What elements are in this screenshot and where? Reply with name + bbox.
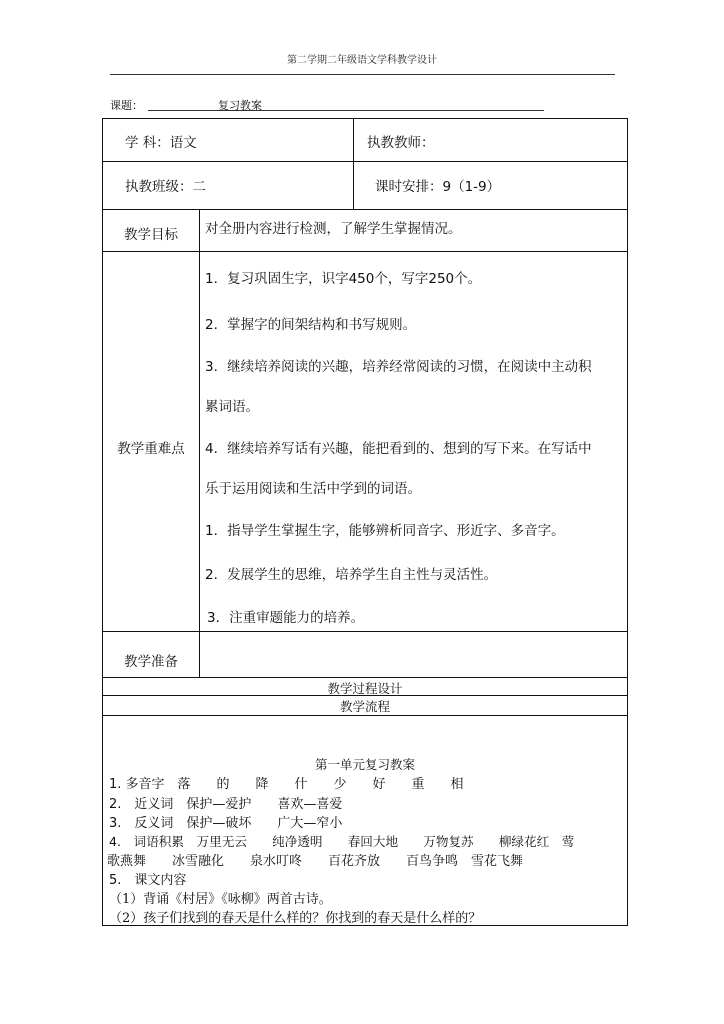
header-rule: [110, 74, 615, 75]
topic-underline: [148, 110, 544, 111]
key-point-line: 1．指导学生掌握生字，能够辨析同音字、形近字、多音字。: [205, 523, 565, 539]
unit-line: 4. 词语积累 万里无云 纯净透明 春回大地 万物复苏 柳绿花红 莺: [109, 834, 575, 849]
unit-line: 歌燕舞 冰雪融化 泉水叮咚 百花齐放 百鸟争鸣 雪花飞舞: [107, 854, 524, 869]
flow-title: 教学流程: [339, 699, 390, 714]
key-points-label: 教学重难点: [117, 441, 185, 457]
hours-cell: 课时安排：9（1-9）: [375, 179, 501, 195]
topic-value: 复习教案: [218, 99, 262, 112]
teacher-cell: 执教教师：: [367, 135, 435, 151]
key-point-line: 3．注重审题能力的培养。: [207, 610, 365, 626]
row-divider: [103, 209, 627, 210]
unit-line: 2. 近义词 保护—爱护 喜欢—喜爱: [109, 797, 343, 812]
key-point-line: 4．继续培养写话有兴趣，能把看到的、想到的写下来。在写话中: [205, 441, 592, 457]
topic-label: 课题：: [110, 99, 143, 112]
key-point-line: 1．复习巩固生字，识字450个，写字250个。: [205, 271, 482, 287]
row-divider: [103, 677, 627, 678]
key-point-line: 2．掌握字的间架结构和书写规则。: [205, 317, 417, 333]
col-divider: [353, 119, 354, 209]
row-divider: [103, 631, 627, 632]
col-divider: [199, 209, 200, 677]
header-title: 第二学期二年级语文学科教学设计: [287, 55, 437, 66]
row-divider: [103, 161, 627, 162]
unit-title: 第一单元复习教案: [314, 757, 415, 772]
prep-label: 教学准备: [124, 654, 178, 670]
row-divider: [103, 251, 627, 252]
lesson-table: [102, 118, 628, 926]
class-cell: 执教班级：二: [125, 179, 206, 195]
unit-line: 5. 课文内容: [109, 873, 187, 888]
unit-line: （1）背诵《村居》《咏柳》两首古诗。: [109, 892, 332, 907]
unit-line: （2）孩子们找到的春天是什么样的？你找到的春天是什么样的？: [109, 911, 482, 926]
goal-label: 教学目标: [124, 227, 178, 243]
process-title: 教学过程设计: [327, 681, 403, 696]
key-point-line: 累词语。: [205, 399, 259, 415]
goal-text: 对全册内容进行检测，了解学生掌握情况。: [205, 221, 462, 237]
unit-line: 1. 多音字 落 的 降 什 少 好 重 相: [109, 777, 464, 792]
key-point-line: 2．发展学生的思维，培养学生自主性与灵活性。: [205, 567, 498, 583]
key-point-line: 乐于运用阅读和生活中学到的词语。: [205, 481, 421, 497]
unit-line: 3. 反义词 保护—破坏 广大—窄小: [109, 816, 343, 831]
key-point-line: 3．继续培养阅读的兴趣，培养经常阅读的习惯，在阅读中主动积: [205, 359, 592, 375]
row-divider: [103, 715, 627, 716]
subject-cell: 学 科：语文: [125, 135, 197, 151]
